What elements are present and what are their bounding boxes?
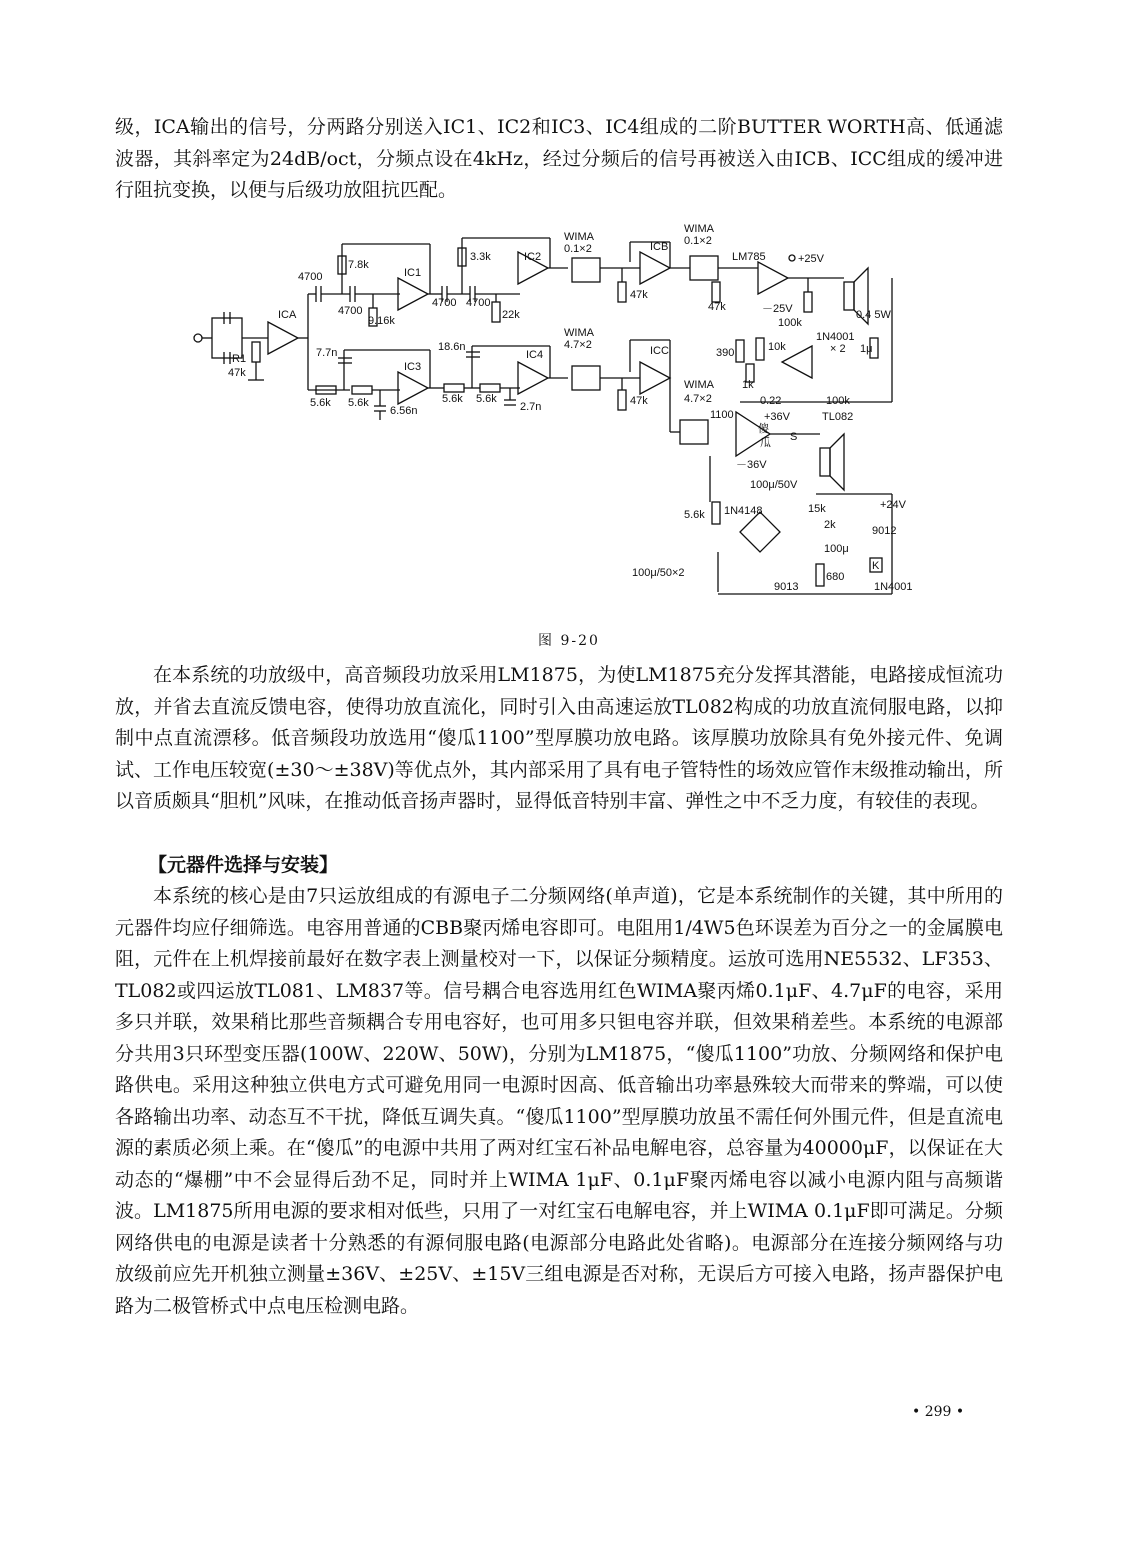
r15k-label: 15k — [808, 503, 826, 515]
wima1-label: WIMA — [564, 231, 594, 243]
c1u-label: 1μ — [860, 343, 873, 355]
p25-label: +25V — [798, 253, 824, 265]
d4148-label: 1N4148 — [724, 505, 763, 517]
r5-6k-b-label: 5.6k — [348, 397, 369, 409]
r5-6k-d-label: 5.6k — [476, 393, 497, 405]
protection-circuit — [632, 494, 913, 594]
d1-label: 1N4001 — [816, 331, 855, 343]
input-section — [194, 312, 268, 380]
r5-6k-e-label: 5.6k — [684, 509, 705, 521]
r22k-label: 22k — [502, 309, 520, 321]
buffer-section — [564, 223, 726, 444]
ica-label: ICA — [278, 309, 297, 321]
r3-3k-label: 3.3k — [470, 251, 491, 263]
circuit-diagram — [180, 222, 940, 622]
c18-6n-label: 18.6n — [438, 341, 466, 353]
r5-6k-c-label: 5.6k — [442, 393, 463, 405]
d4001-label: 1N4001 — [874, 581, 913, 593]
c4700d-label: 4700 — [466, 297, 491, 309]
icc-label: ICC — [650, 345, 669, 357]
wima3-label: WIMA — [564, 327, 594, 339]
section-heading: 【元器件选择与安装】 — [148, 854, 339, 876]
c4700b-label: 4700 — [338, 305, 363, 317]
amplifier-paragraph: 在本系统的功放级中，高音频段功放采用LM1875，为使LM1875充分发挥其潜能，电路接成恒流功放，并省去直流反馈电容，使得功放直流化，同时引入由高速运放TL082构成的功放直流伺服电路，以抑制中点直流漂移。低音频段功放选用“傻瓜1100”型厚膜功放电路。该厚膜功放除具有免外接元件、免调试、工作电压较宽(±30～±38V)等优点外，其内部采用了具有电子管特性的场效应管作末级推动输出，所以音质颇具“胆机”风味，在推动低音扬声器时，显得低音特别丰富、弹性之中不乏力度，有较佳的表现。 — [115, 664, 1003, 812]
sw-label: S — [790, 431, 798, 443]
wima4-label: WIMA — [684, 379, 714, 391]
r7-8k-label: 7.8k — [348, 259, 369, 271]
relay-label: K — [872, 560, 880, 572]
c4700a-label: 4700 — [298, 271, 323, 283]
r47k-c-label: 47k — [630, 395, 648, 407]
wima2-value: 0.1×2 — [684, 235, 712, 247]
r1-label: R1 — [232, 353, 247, 365]
q9013-label: 9013 — [774, 581, 799, 593]
intro-paragraph: 级，ICA输出的信号，分两路分别送入IC1、IC2和IC3、IC4组成的二阶BUTTER WORTH高、低通滤波器，其斜率定为24dB/oct，分频点设在4kHz，经过分频后的信号再被送入由ICB、ICC组成的缓冲进行阻抗变换，以便与后级功放阻抗匹配。 — [115, 116, 1003, 201]
components-paragraph: 本系统的核心是由7只运放组成的有源电子二分频网络(单声道)，它是本系统制作的关键，其中所用的元器件均应仔细筛选。电容用普通的CBB聚丙烯电容即可。电阻用1/4W5色环误差为百分之一的金属膜电阻，元件在上机焊接前最好在数字表上测量校对一下，以保证分频精度。运放可选用NE5532、LF353、TL082或四运放TL081、LM837等。信号耦合电容选用红色WIMA聚丙烯0.1μF、4.7μF的电容，采用多只并联，效果稍比那些音频耦合专用电容好，也可用多只钽电容并联，但效果稍差些。本系统的电源部分共用3只环型变压器(100W、220W、50W)，分别为LM1875，“傻瓜1100”功放、分频网络和保护电路供电。采用这种独立供电方式可避免用同一电源时因高、低音输出功率悬殊较大而带来的弊端，可以使各路输出功率、动态互不干扰，降低互调失真。“傻瓜1100”型厚膜功放虽不需任何外围元件，但是直流电源的素质必须上乘。在“傻瓜”的电源中共用了两对红宝石补品电解电容，总容量为40000μF，以保证在大动态的“爆棚”中不会显得后劲不足，同时并上WIMA 1μF、0.1μF聚丙烯电容以减小电源内阻与高频谐波。LM1875所用电源的要求相对低些，只用了一对红宝石电解电容，并上WIMA 0.1μF即可满足。分频网络供电的电源是读者十分熟悉的有源伺服电路(电源部分电路此处省略)。电源部分在连接分频网络与功放级前应先开机独立测量±36V、±25V、±15V三组电源是否对称，无误后方可接入电路，扬声器保护电路为二极管桥式中点电压检测电路。 — [115, 885, 1003, 1317]
c100u-label: 100μ — [824, 543, 849, 555]
spk1-label: 0.4 5W — [856, 309, 891, 321]
c100u50x2-label: 100μ/50×2 — [632, 567, 685, 579]
r100k-a-label: 100k — [778, 317, 802, 329]
r680-label: 680 — [826, 571, 845, 583]
m25-label: －25V — [762, 303, 793, 315]
r10k-label: 10k — [768, 341, 786, 353]
m36-label: －36V — [736, 459, 767, 471]
c022-label: 0.22 — [760, 395, 782, 407]
c100u50-label: 100μ/50V — [750, 479, 798, 491]
r2k-label: 2k — [824, 519, 836, 531]
sha-label: 傻 — [758, 423, 769, 435]
c2-7n-label: 2.7n — [520, 401, 542, 413]
figure-caption: 图 9-20 — [538, 633, 600, 649]
r5-6k-a-label: 5.6k — [310, 397, 331, 409]
r47k-b-label: 47k — [708, 301, 726, 313]
q9012-label: 9012 — [872, 525, 897, 537]
page-number: • 299 • — [912, 1404, 965, 1420]
wima4-value: 4.7×2 — [684, 393, 712, 405]
wima3-value: 4.7×2 — [564, 339, 592, 351]
r1-value: 47k — [228, 367, 246, 379]
ic1-label: IC1 — [404, 267, 422, 279]
icb-label: ICB — [650, 241, 669, 253]
ic4-label: IC4 — [526, 349, 544, 361]
amp1100-label: 1100 — [710, 409, 734, 421]
c7-7n-label: 7.7n — [316, 347, 338, 359]
ic2-label: IC2 — [524, 251, 542, 263]
wima1-value: 0.1×2 — [564, 243, 592, 255]
gua-label: 瓜 — [760, 437, 771, 449]
c6-56n-label: 6.56n — [390, 405, 418, 417]
ic3-label: IC3 — [404, 361, 422, 373]
wima2-label: WIMA — [684, 223, 714, 235]
r1k-label: 1k — [742, 379, 754, 391]
op-amp-ica — [268, 294, 308, 390]
r47k-a-label: 47k — [630, 289, 648, 301]
p36-label: +36V — [764, 411, 790, 423]
circuit-svg — [180, 222, 940, 622]
r9-16k-label: 9.16k — [368, 315, 395, 327]
c4700c-label: 4700 — [432, 297, 457, 309]
lm-label: LM785 — [732, 251, 766, 263]
treble-amplifier — [716, 251, 892, 423]
d1x-label: × 2 — [830, 343, 846, 355]
high-pass-filter — [298, 238, 568, 327]
p24-label: +24V — [880, 499, 906, 511]
tl-label: TL082 — [822, 411, 854, 423]
r100k-b-label: 100k — [826, 395, 850, 407]
low-pass-filter — [308, 341, 568, 420]
r390-label: 390 — [716, 347, 735, 359]
